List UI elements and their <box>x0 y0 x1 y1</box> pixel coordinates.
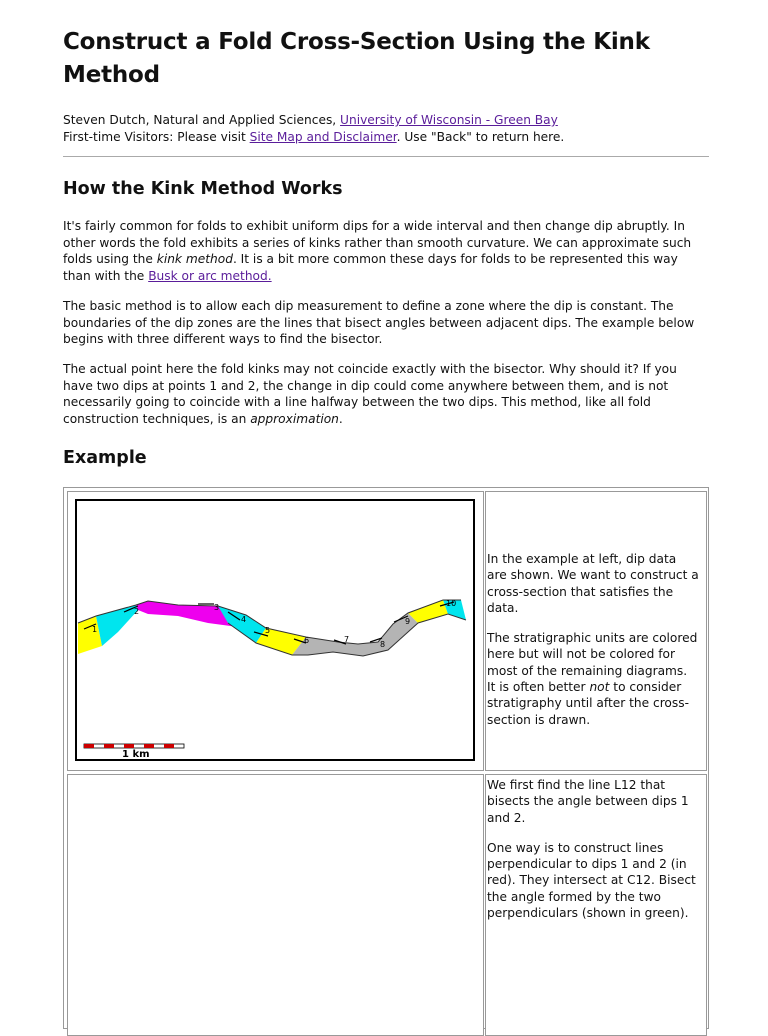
row1-paragraph-1: In the example at left, dip data are shown. We want to construct a cross-section that satisfies the data. <box>487 552 699 615</box>
section-heading-example: Example <box>63 448 147 468</box>
scale-bar <box>84 744 184 748</box>
dip-label-3: 3 <box>214 603 220 612</box>
dip-label-4: 4 <box>241 615 247 624</box>
university-link[interactable]: University of Wisconsin - Green Bay <box>340 113 558 127</box>
dip-label-1: 1 <box>92 625 98 634</box>
dip-label-2: 2 <box>134 607 140 616</box>
scale-label: 1 km <box>122 749 150 760</box>
visitors-line <box>63 129 709 146</box>
dip-label-6: 6 <box>304 636 310 645</box>
author-text: Steven Dutch, Natural and Applied Sciences, <box>63 113 341 127</box>
sitemap-link[interactable]: Site Map and Disclaimer <box>249 130 397 144</box>
row1-paragraph-2-text-b: to consider stratigraphy until after the cross-section is drawn. <box>487 680 689 727</box>
row2-paragraph-1: We first find the line L12 that bisects the angle between dips 1 and 2. <box>487 778 689 825</box>
fold-diagram <box>68 492 483 770</box>
paragraph-actual-emphasis: approximation <box>250 412 339 427</box>
row1-paragraph-2-emphasis: not <box>589 680 610 695</box>
section-heading-how: How the Kink Method Works <box>63 179 343 199</box>
paragraph-intro-text-b: . It is a bit more common these days for folds to be represented this way than with the <box>63 252 678 284</box>
paragraph-actual-point <box>63 361 709 428</box>
page-title: Construct a Fold Cross-Section Using the Kink Method <box>63 29 650 88</box>
row2-text-cell <box>485 774 707 1036</box>
paragraph-intro <box>63 218 709 285</box>
dip-label-8: 8 <box>380 640 386 649</box>
row1-text-cell <box>485 491 707 771</box>
row1-text <box>487 551 699 728</box>
visitors-prefix: First-time Visitors: Please visit <box>63 130 250 144</box>
byline <box>63 112 709 146</box>
row2-paragraph-2: One way is to construct lines perpendicular to dips 1 and 2 (in red). They intersect at C12. Bisect the angle formed by the two perpendiculars (shown in green). <box>487 840 696 921</box>
row2-diagram-cell <box>67 774 484 1036</box>
example-table <box>63 487 709 1029</box>
paragraph-intro-emphasis: kink method <box>156 252 233 267</box>
paragraph-basic-method: The basic method is to allow each dip measurement to define a zone where the dip is constant. The boundaries of the dip zones are the lines that bisect angles between adjacent dips. The example below begins with three different ways to find the bisector. <box>63 299 695 347</box>
row2-text <box>487 777 699 935</box>
paragraph-actual-text-a: The actual point here the fold kinks may not coincide exactly with the bisector. Why should it? If you have two dips at points 1 and 2, the change in dip could come anywhere between them, and is not necessarily going to coincide with a line halfway between the two dips. This method, like all fold construction techniques, is an <box>63 362 677 427</box>
busk-link[interactable]: Busk or arc method. <box>148 269 272 284</box>
visitors-suffix: . Use "Back" to return here. <box>396 130 565 144</box>
dip-label-9: 9 <box>405 617 411 626</box>
dip-label-7: 7 <box>344 635 350 644</box>
paragraph-intro-text-a: It's fairly common for folds to exhibit uniform dips for a wide interval and then change dip abruptly. In other words the fold exhibits a series of kinks rather than smooth curvature. We can approximate such folds using the <box>63 219 692 267</box>
paragraph-actual-text-b: . <box>338 412 343 427</box>
author-line <box>63 112 709 129</box>
row1-paragraph-2-text-a: The stratigraphic units are colored here but will not be colored for most of the remaining diagrams. It is often better <box>487 631 698 695</box>
row1-paragraph-2 <box>487 630 699 728</box>
dip-label-5: 5 <box>265 626 271 635</box>
page-content <box>63 0 709 468</box>
dip-label-10: 10 <box>446 599 457 608</box>
diagram-cell <box>67 491 484 771</box>
divider <box>63 156 709 157</box>
